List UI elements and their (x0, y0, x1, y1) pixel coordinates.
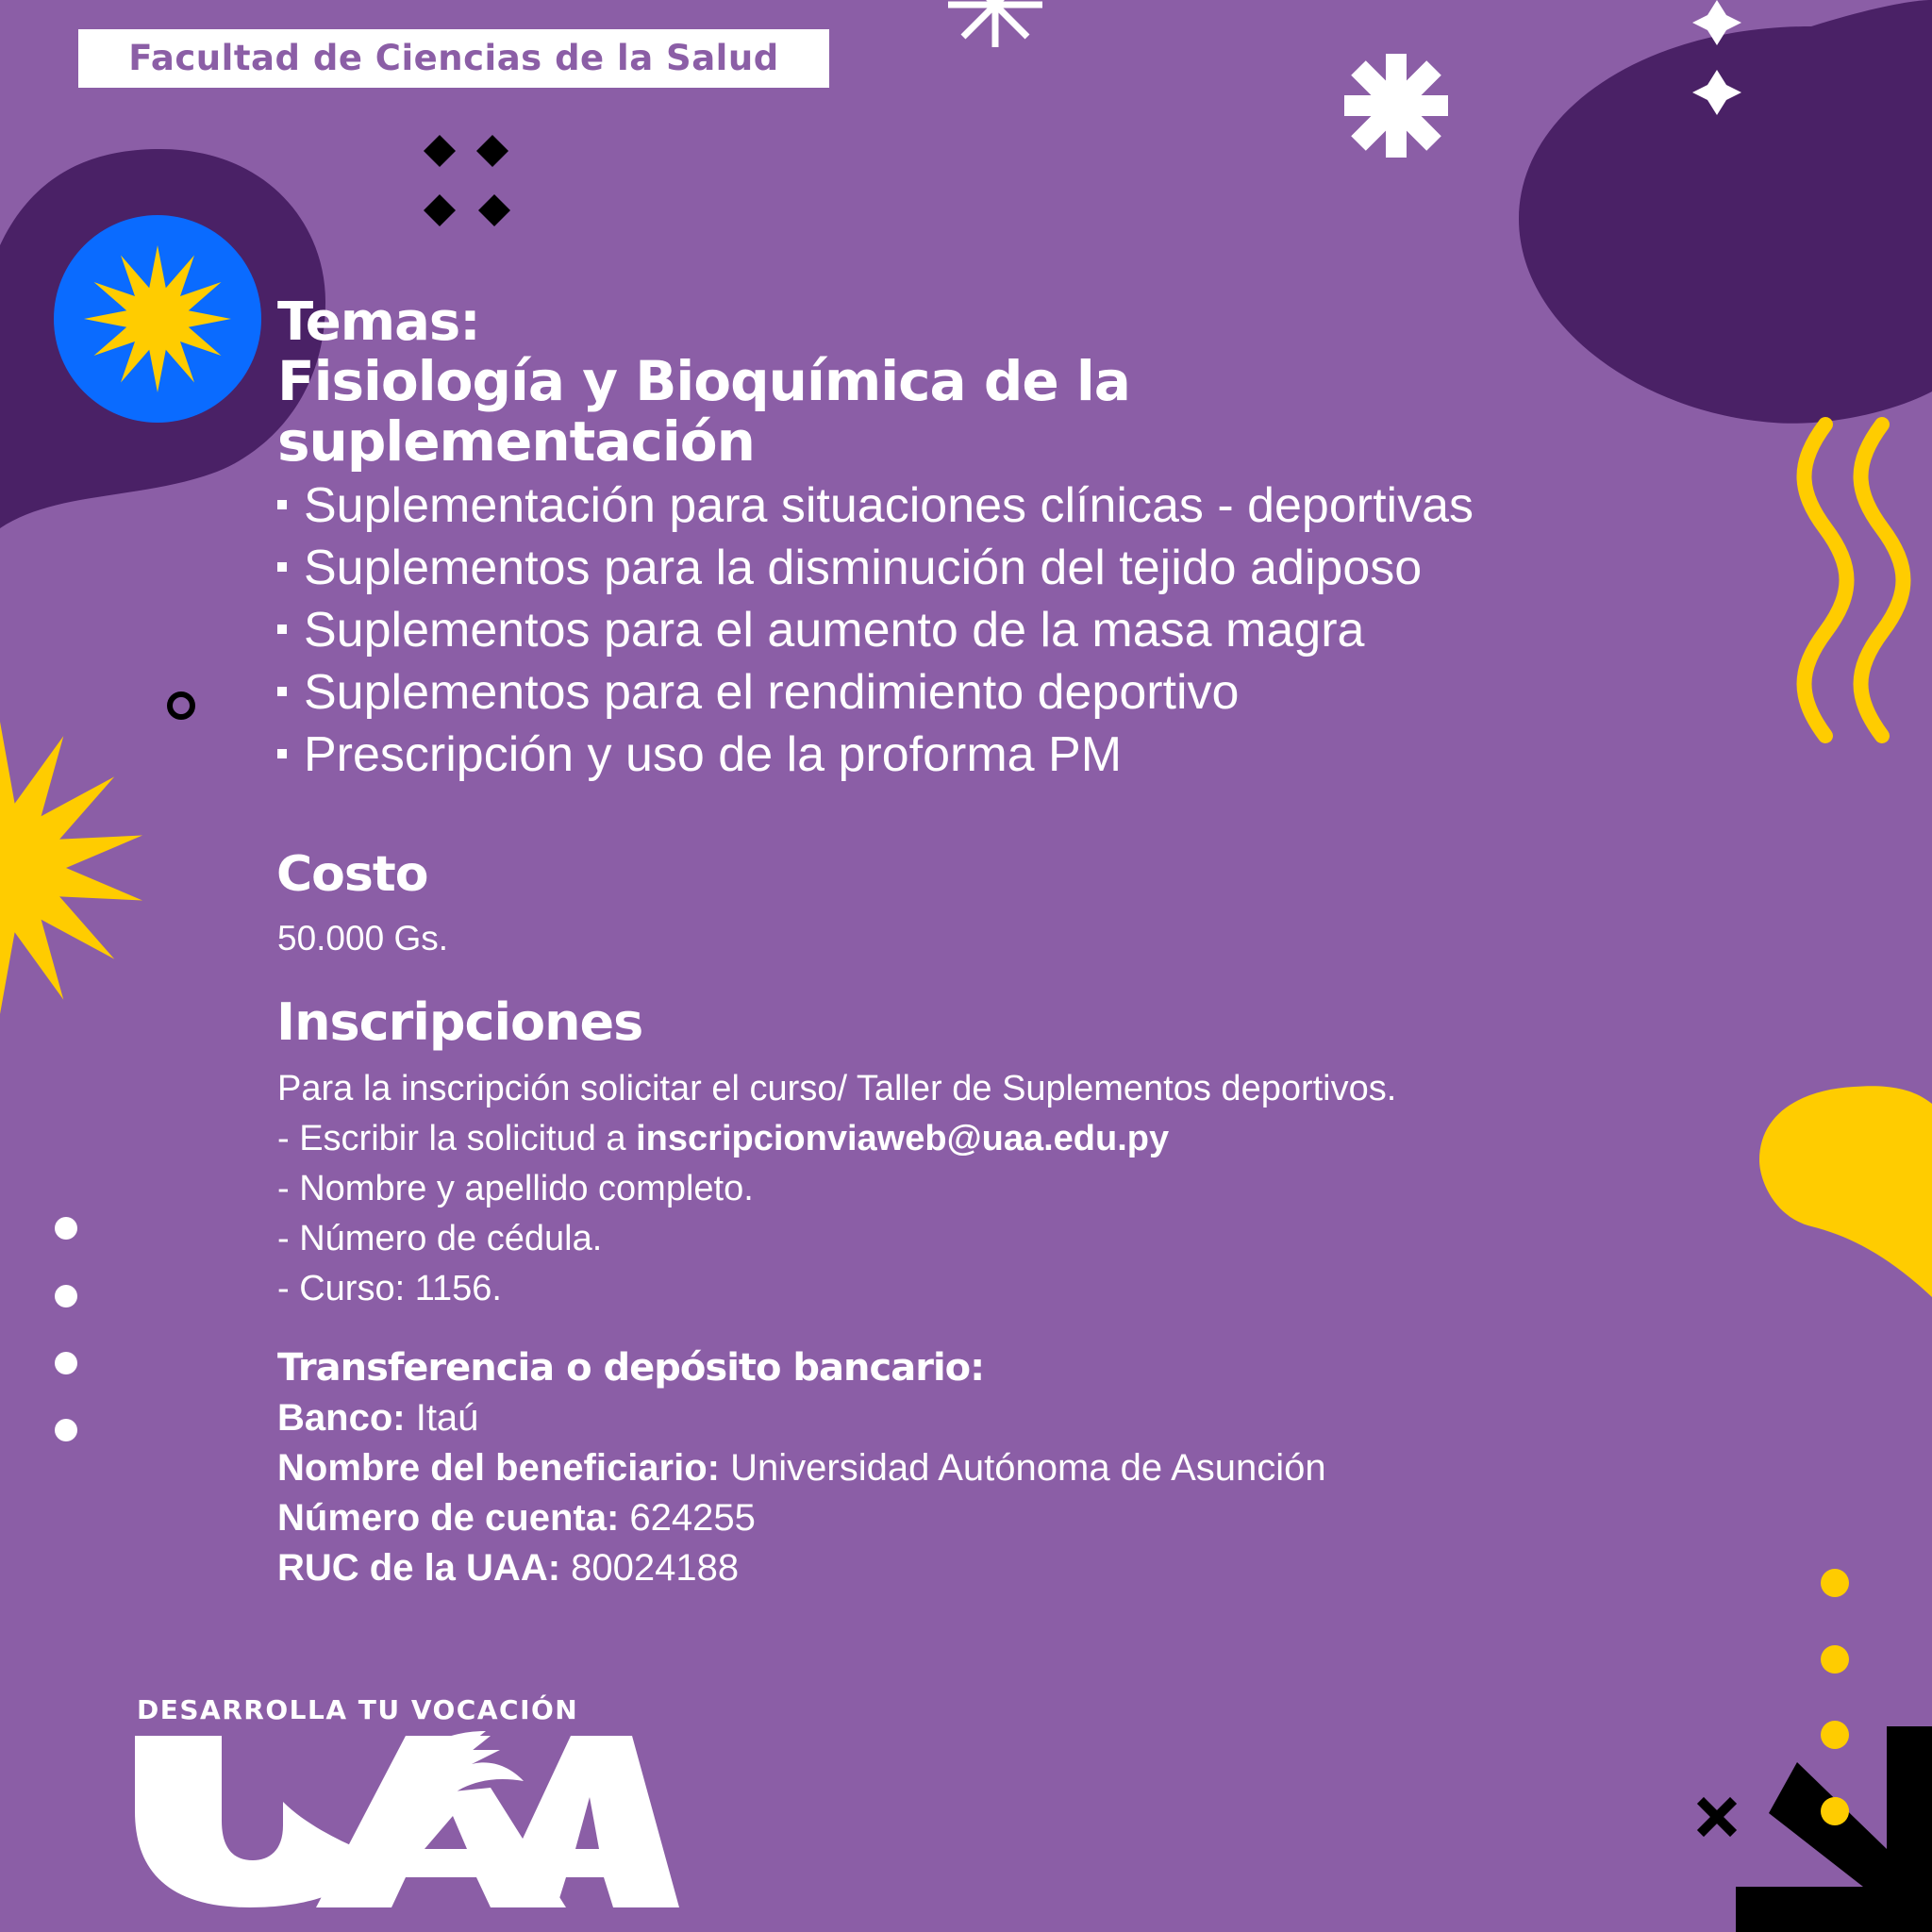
bullet-icon (277, 749, 287, 758)
asterisk-icon (1344, 54, 1448, 158)
bullet-icon (277, 500, 287, 509)
inscripciones-heading: Inscripciones (276, 992, 643, 1052)
costo-value: 50.000 Gs. (277, 919, 449, 958)
bank-heading: Transferencia o depósito bancario: (277, 1346, 985, 1390)
inscripciones-details (277, 1064, 1396, 1314)
squiggle-icon (1861, 425, 1904, 736)
top-right-blob-shape (1519, 0, 1932, 424)
white-dots-icon (55, 1217, 77, 1441)
temas-heading: Temas: (277, 291, 480, 353)
squiggle-icon (1805, 425, 1847, 736)
uaa-logo (135, 1731, 679, 1907)
bank-details (277, 1393, 1326, 1593)
topic-list (277, 475, 1474, 786)
list-item: Suplementos para el rendimiento deportivo (277, 661, 1474, 724)
requirement-item: - Curso: 1156. (277, 1269, 502, 1308)
bank-row: Nombre del beneficiario: Universidad Autónoma de Asunción (277, 1447, 1326, 1489)
inscripciones-intro: Para la inscripción solicitar el curso/ Taller de Suplementos deportivos. (277, 1069, 1397, 1108)
bullet-icon (277, 625, 287, 634)
yellow-dots-icon (1821, 1569, 1849, 1825)
bullet-icon (277, 687, 287, 696)
faculty-label: Facultad de Ciencias de la Salud (78, 29, 829, 88)
bank-row: Número de cuenta: 624255 (277, 1497, 756, 1539)
costo-heading: Costo (276, 846, 428, 903)
x-icon (1704, 1804, 1730, 1830)
thin-asterisk-icon (948, 0, 1042, 47)
requirement-item: - Número de cédula. (277, 1219, 603, 1258)
email-line: - Escribir la solicitud a inscripcionviaweb@uaa.edu.py (277, 1119, 1170, 1158)
bank-row: Banco: Itaú (277, 1397, 479, 1439)
diamonds-icon (424, 135, 510, 226)
list-item: Prescripción y uso de la proforma PM (277, 724, 1474, 786)
ring-icon (170, 694, 192, 717)
bullet-icon (277, 562, 287, 572)
list-item: Suplementos para el aumento de la masa magra (277, 599, 1474, 661)
yellow-drop-shape (1759, 1086, 1932, 1297)
sunburst-icon (0, 722, 142, 1014)
requirement-item: - Nombre y apellido completo. (277, 1169, 754, 1208)
slogan: DESARROLLA TU VOCACIÓN (137, 1694, 579, 1725)
list-item: Suplementación para situaciones clínicas - deportivas (277, 475, 1474, 537)
list-item: Suplementos para la disminución del tejido adiposo (277, 537, 1474, 599)
topic-title: Fisiología y Bioquímica de la suplementación (277, 349, 1130, 474)
bank-row: RUC de la UAA: 80024188 (277, 1547, 740, 1589)
email-link[interactable]: inscripcionviaweb@uaa.edu.py (636, 1119, 1170, 1158)
arrow-icon (1736, 1726, 1932, 1932)
